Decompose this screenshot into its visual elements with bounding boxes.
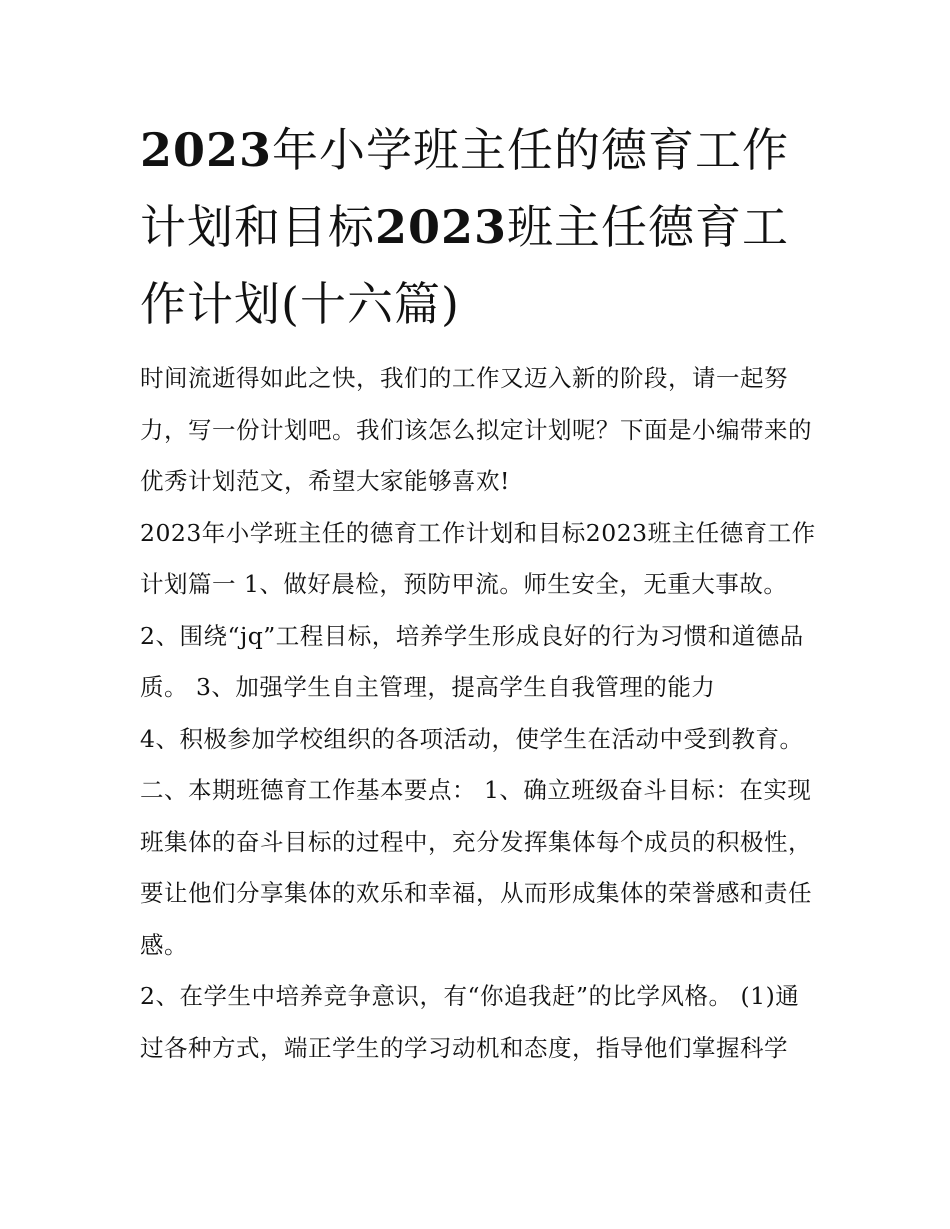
document-page: [140, 0, 820, 1074]
body-paragraph-4: 2、在学生中培养竞争意识，有“你追我赶”的比学风格。 (1)通过各种方式，端正学生的学习动机和态度，指导他们掌握科学: [140, 982, 800, 1062]
body-paragraph-1: 2023年小学班主任的德育工作计划和目标2023班主任德育工作计划篇一 1、做好晨检，预防甲流。师生安全，无重大事故。: [140, 518, 816, 598]
title-text-1: 年小学班主任的德育工作计划和目标: [140, 123, 790, 254]
document-title: [140, 0, 820, 343]
title-year-2: 2023: [375, 200, 508, 254]
intro-paragraph: 时间流逝得如此之快，我们的工作又迈入新的阶段，请一起努力，写一份计划吧。我们该怎么拟定计划呢？下面是小编带来的优秀计划范文，希望大家能够喜欢!: [140, 364, 812, 495]
body-paragraph-3: 4、积极参加学校组织的各项活动，使学生在活动中受到教育。 二、本期班德育工作基本要点： 1、确立班级奋斗目标：在实现班集体的奋斗目标的过程中，充分发挥集体每个成员的积极性，要让他们分享集体的欢乐和幸福，从而形成集体的荣誉感和责任感。: [140, 724, 812, 959]
title-text-2: 班主任德育工作计划(十六篇): [140, 200, 790, 331]
title-year-1: 2023: [140, 123, 273, 177]
body-paragraph-2: 2、围绕“jq”工程目标，培养学生形成良好的行为习惯和道德品质。 3、加强学生自主管理，提高学生自我管理的能力: [140, 621, 804, 701]
